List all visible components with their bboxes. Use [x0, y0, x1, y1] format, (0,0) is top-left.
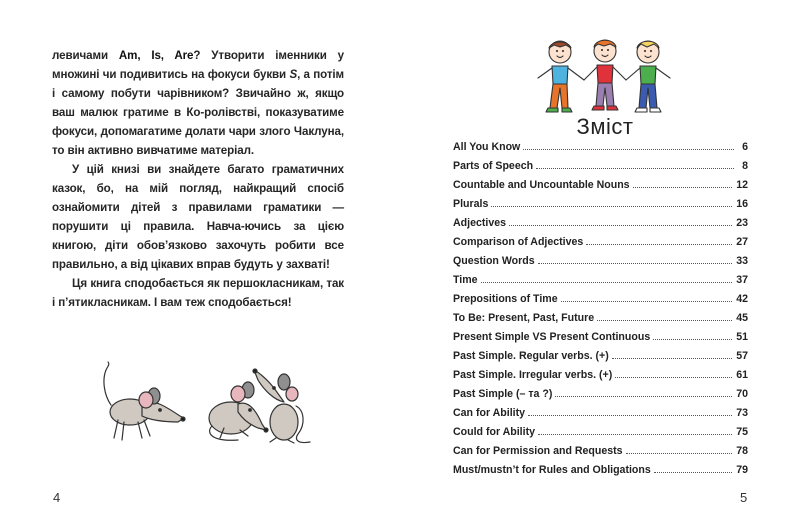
paragraph-2 [52, 160, 344, 274]
toc-item[interactable] [453, 423, 748, 442]
toc-item-page: 12 [736, 179, 748, 191]
toc-item-page: 78 [736, 445, 748, 457]
toc-item-title: Past Simple. Regular verbs. (+) [453, 350, 609, 362]
paragraph-1 [52, 46, 344, 160]
toc-leader-dots [633, 187, 733, 188]
toc-title: Зміст [576, 114, 634, 139]
toc-leader-dots [538, 263, 733, 264]
toc-item-page: 45 [736, 312, 748, 324]
toc-item[interactable] [453, 366, 748, 385]
toc-item-page: 79 [736, 464, 748, 476]
toc-leader-dots [654, 472, 732, 473]
bold-verbs: Am, Is, Are [118, 49, 194, 62]
italic-letter: S [289, 68, 298, 81]
text-segment: У цій книзі ви знайдете багато граматичних казок, бо, на мій погляд, найкращий спосіб ознайомити дітей з правилами граматики — порушити ці правила. Навча-ючись за цією книгою, діти обов’язково захочуть робити все правильно, а від цікавих вправ будуть у захваті! [52, 163, 344, 271]
toc-item[interactable] [453, 214, 748, 233]
toc-leader-dots [481, 282, 733, 283]
toc-item-title: Parts of Speech [453, 160, 534, 172]
text-segment: Ця книга сподобається як першокласникам, так і п’ятикласникам. І вам теж сподобається! [52, 277, 344, 309]
toc-leader-dots [597, 320, 732, 321]
toc-item[interactable] [453, 176, 748, 195]
toc-leader-dots [653, 339, 732, 340]
toc-item-title: Past Simple (– та ?) [453, 388, 553, 400]
toc-item[interactable] [453, 195, 748, 214]
toc-item[interactable] [453, 233, 748, 252]
toc-item-page: 42 [736, 293, 748, 305]
toc-item[interactable] [453, 347, 748, 366]
page-number-right: 5 [740, 490, 748, 505]
mice-illustration [98, 360, 313, 445]
toc-item[interactable] [453, 290, 748, 309]
toc-item[interactable] [453, 404, 748, 423]
toc-item-title: Must/mustn’t for Rules and Obligations [453, 464, 651, 476]
toc-item-page: 8 [742, 160, 748, 172]
toc-item-title: Plurals [453, 198, 489, 210]
toc-item-title: Countable and Uncountable Nouns [453, 179, 630, 191]
toc-item-page: 73 [736, 407, 748, 419]
toc-item[interactable] [453, 442, 748, 461]
toc-leader-dots [538, 434, 732, 435]
toc-item-title: Comparison of Adjectives [453, 236, 584, 248]
toc-leader-dots [555, 396, 732, 397]
toc-leader-dots [528, 415, 732, 416]
toc-item[interactable] [453, 461, 748, 480]
toc-item-title: All You Know [453, 141, 521, 153]
kids-illustration [530, 38, 680, 118]
toc-item-page: 37 [736, 274, 748, 286]
toc-item[interactable] [453, 138, 748, 157]
toc-leader-dots [586, 244, 732, 245]
toc-item-title: Could for Ability [453, 426, 535, 438]
toc-item[interactable] [453, 271, 748, 290]
toc-item[interactable] [453, 157, 748, 176]
toc-item-title: To Be: Present, Past, Future [453, 312, 595, 324]
toc-item-page: 70 [736, 388, 748, 400]
toc-item[interactable] [453, 309, 748, 328]
toc-item-page: 33 [736, 255, 748, 267]
toc-item-page: 6 [742, 141, 748, 153]
toc-item-title: Present Simple VS Present Continuous [453, 331, 651, 343]
toc-leader-dots [491, 206, 732, 207]
intro-text [52, 46, 344, 312]
paragraph-3 [52, 274, 344, 312]
toc-item-page: 75 [736, 426, 748, 438]
toc-item-page: 51 [736, 331, 748, 343]
toc-leader-dots [536, 168, 734, 169]
toc-item[interactable] [453, 252, 748, 271]
toc-item-title: Can for Permission and Requests [453, 445, 623, 457]
text-segment: левичами [52, 49, 119, 62]
right-page [400, 0, 800, 526]
text-segment: , а потім і самому побути чарівником? Звичайно ж, якщо ваш малюк гратиме в Ко-ролівстві, показуватиме фокуси, допомагатиме долати чари злого Чаклуна, то він активно вивчатиме матеріал. [52, 68, 345, 157]
toc-item-page: 57 [736, 350, 748, 362]
toc-item-title: Can for Ability [453, 407, 525, 419]
page-number-left: 4 [53, 490, 61, 505]
toc-leader-dots [509, 225, 732, 226]
toc-leader-dots [561, 301, 733, 302]
toc-item[interactable] [453, 328, 748, 347]
toc-item-title: Question Words [453, 255, 535, 267]
toc-item-page: 23 [736, 217, 748, 229]
toc-item-title: Adjectives [453, 217, 506, 229]
toc-item[interactable] [453, 385, 748, 404]
toc-item-page: 61 [736, 369, 748, 381]
toc-leader-dots [612, 358, 732, 359]
toc-item-title: Prepositions of Time [453, 293, 558, 305]
toc-item-page: 16 [736, 198, 748, 210]
toc-item-title: Past Simple. Irregular verbs. (+) [453, 369, 613, 381]
text-segment: ? Утворити іменники у множині чи подивитись на фокуси букви [52, 49, 344, 81]
toc-item-page: 27 [736, 236, 748, 248]
toc-leader-dots [615, 377, 732, 378]
toc-leader-dots [626, 453, 733, 454]
toc-item-title: Time [453, 274, 478, 286]
table-of-contents [453, 138, 748, 480]
toc-leader-dots [523, 149, 734, 150]
